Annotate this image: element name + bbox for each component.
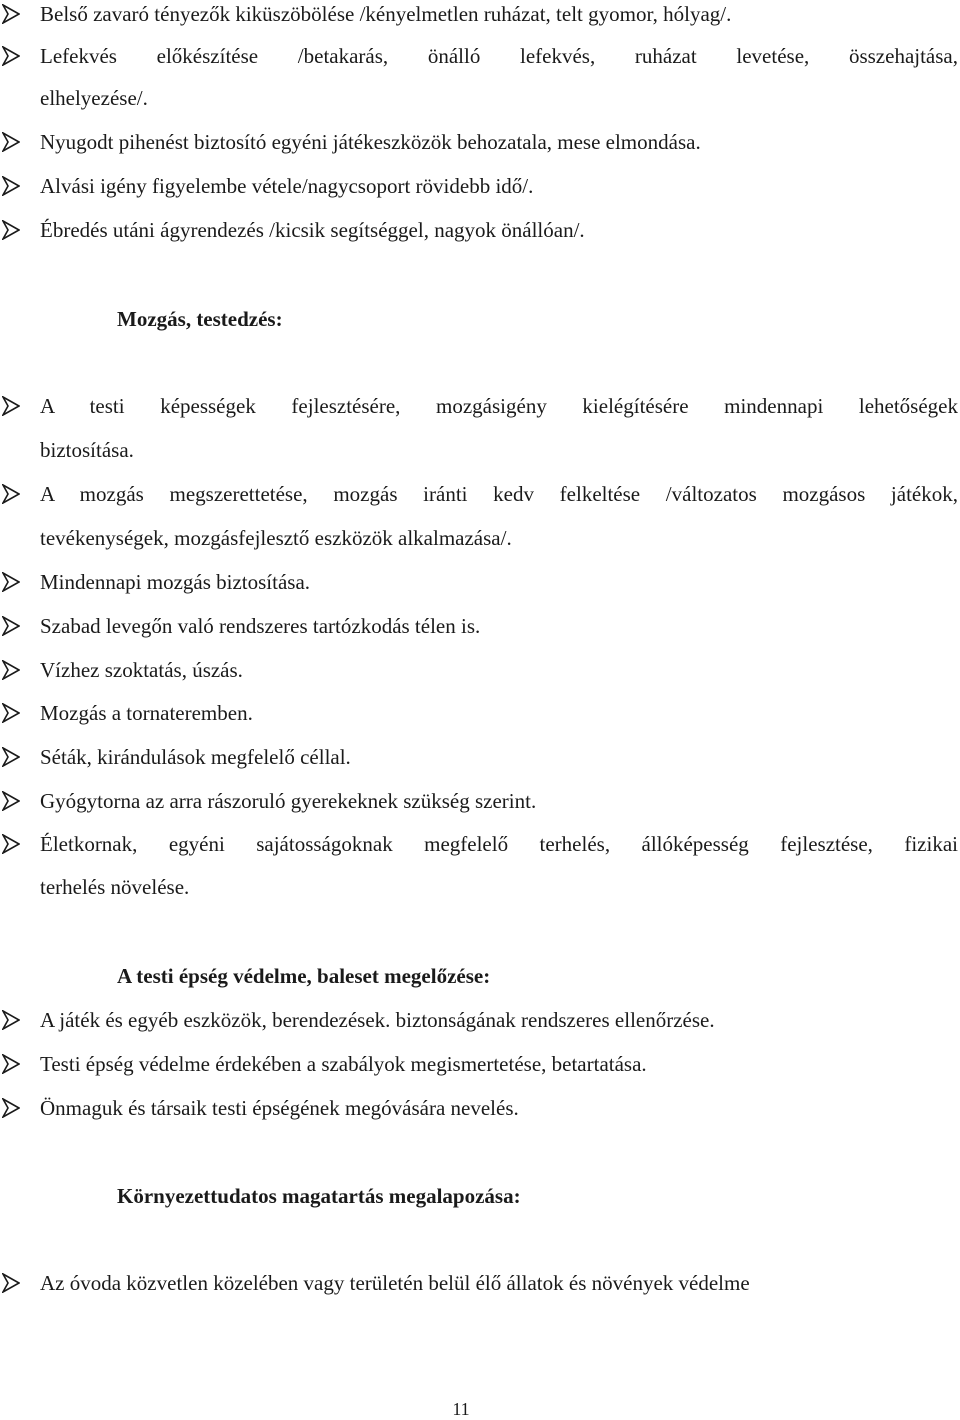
list-item-text: Nyugodt pihenést biztosító egyéni játékeszközök behozatala, mese elmondása. (40, 130, 701, 154)
list-item-text: Ébredés utáni ágyrendezés /kicsik segítséggel, nagyok önállóan/. (40, 218, 585, 242)
arrowhead-bullet-icon (0, 735, 26, 779)
arrowhead-bullet-icon (0, 120, 26, 164)
arrowhead-bullet-icon (0, 604, 26, 648)
arrowhead-bullet-icon (0, 691, 26, 735)
list-item-text: A testi képességek fejlesztésére, mozgásigény kielégítésére mindennapi lehetőségek (40, 394, 958, 418)
list-item-text: Önmaguk és társaik testi épségének megóvására nevelés. (40, 1096, 519, 1120)
arrowhead-bullet-icon (0, 208, 26, 252)
list-item-text: Vízhez szoktatás, úszás. (40, 658, 243, 682)
list-item-text-continuation: elhelyezése/. (40, 86, 148, 110)
arrowhead-bullet-icon (0, 560, 26, 604)
arrowhead-bullet-icon (0, 779, 26, 823)
arrowhead-bullet-icon (0, 998, 26, 1042)
arrowhead-bullet-icon (0, 472, 26, 516)
arrowhead-bullet-icon (0, 1086, 26, 1130)
arrowhead-bullet-icon (0, 1261, 26, 1305)
list-item-text: Életkornak, egyéni sajátosságoknak megfelelő terhelés, állóképesség fejlesztése, fizikai (40, 832, 958, 856)
arrowhead-bullet-icon (0, 164, 26, 208)
list-item-text-continuation: tevékenységek, mozgásfejlesztő eszközök alkalmazása/. (40, 526, 512, 550)
arrowhead-bullet-icon (0, 384, 26, 428)
list-item-text: Lefekvés előkészítése /betakarás, önálló lefekvés, ruházat levetése, összehajtása, (40, 44, 958, 68)
list-item-text: Mindennapi mozgás biztosítása. (40, 570, 311, 594)
page-number: 11 (452, 1399, 470, 1419)
list-item-text: Belső zavaró tényezők kiküszöbölése /kényelmetlen ruházat, telt gyomor, hólyag/. (40, 2, 732, 26)
arrowhead-bullet-icon (0, 822, 26, 866)
list-item-text: Mozgás a tornateremben. (40, 701, 253, 725)
section-heading: Mozgás, testedzés: (117, 307, 283, 331)
list-item-text: A mozgás megszerettetése, mozgás iránti kedv felkeltése /változatos mozgásos játékok, (40, 482, 958, 506)
list-item-text-continuation: terhelés növelése. (40, 875, 190, 899)
arrowhead-bullet-icon (0, 648, 26, 692)
list-item-text: A játék és egyéb eszközök, berendezések. biztonságának rendszeres ellenőrzése. (40, 1008, 715, 1032)
list-item-text: Testi épség védelme érdekében a szabályok megismertetése, betartatása. (40, 1052, 647, 1076)
list-item-text: Gyógytorna az arra rászoruló gyerekeknek szükség szerint. (40, 789, 537, 813)
list-item-text: Az óvoda közvetlen közelében vagy területén belül élő állatok és növények védelme (40, 1271, 750, 1295)
list-item-text: Séták, kirándulások megfelelő céllal. (40, 745, 351, 769)
arrowhead-bullet-icon (0, 34, 26, 78)
list-item-text: Szabad levegőn való rendszeres tartózkodás télen is. (40, 614, 481, 638)
list-item-text-continuation: biztosítása. (40, 438, 134, 462)
list-item-text: Alvási igény figyelembe vétele/nagycsoport rövidebb idő/. (40, 174, 534, 198)
arrowhead-bullet-icon (0, 0, 26, 36)
section-heading: A testi épség védelme, baleset megelőzése: (117, 964, 491, 988)
section-heading: Környezettudatos magatartás megalapozása: (117, 1184, 521, 1208)
arrowhead-bullet-icon (0, 1042, 26, 1086)
